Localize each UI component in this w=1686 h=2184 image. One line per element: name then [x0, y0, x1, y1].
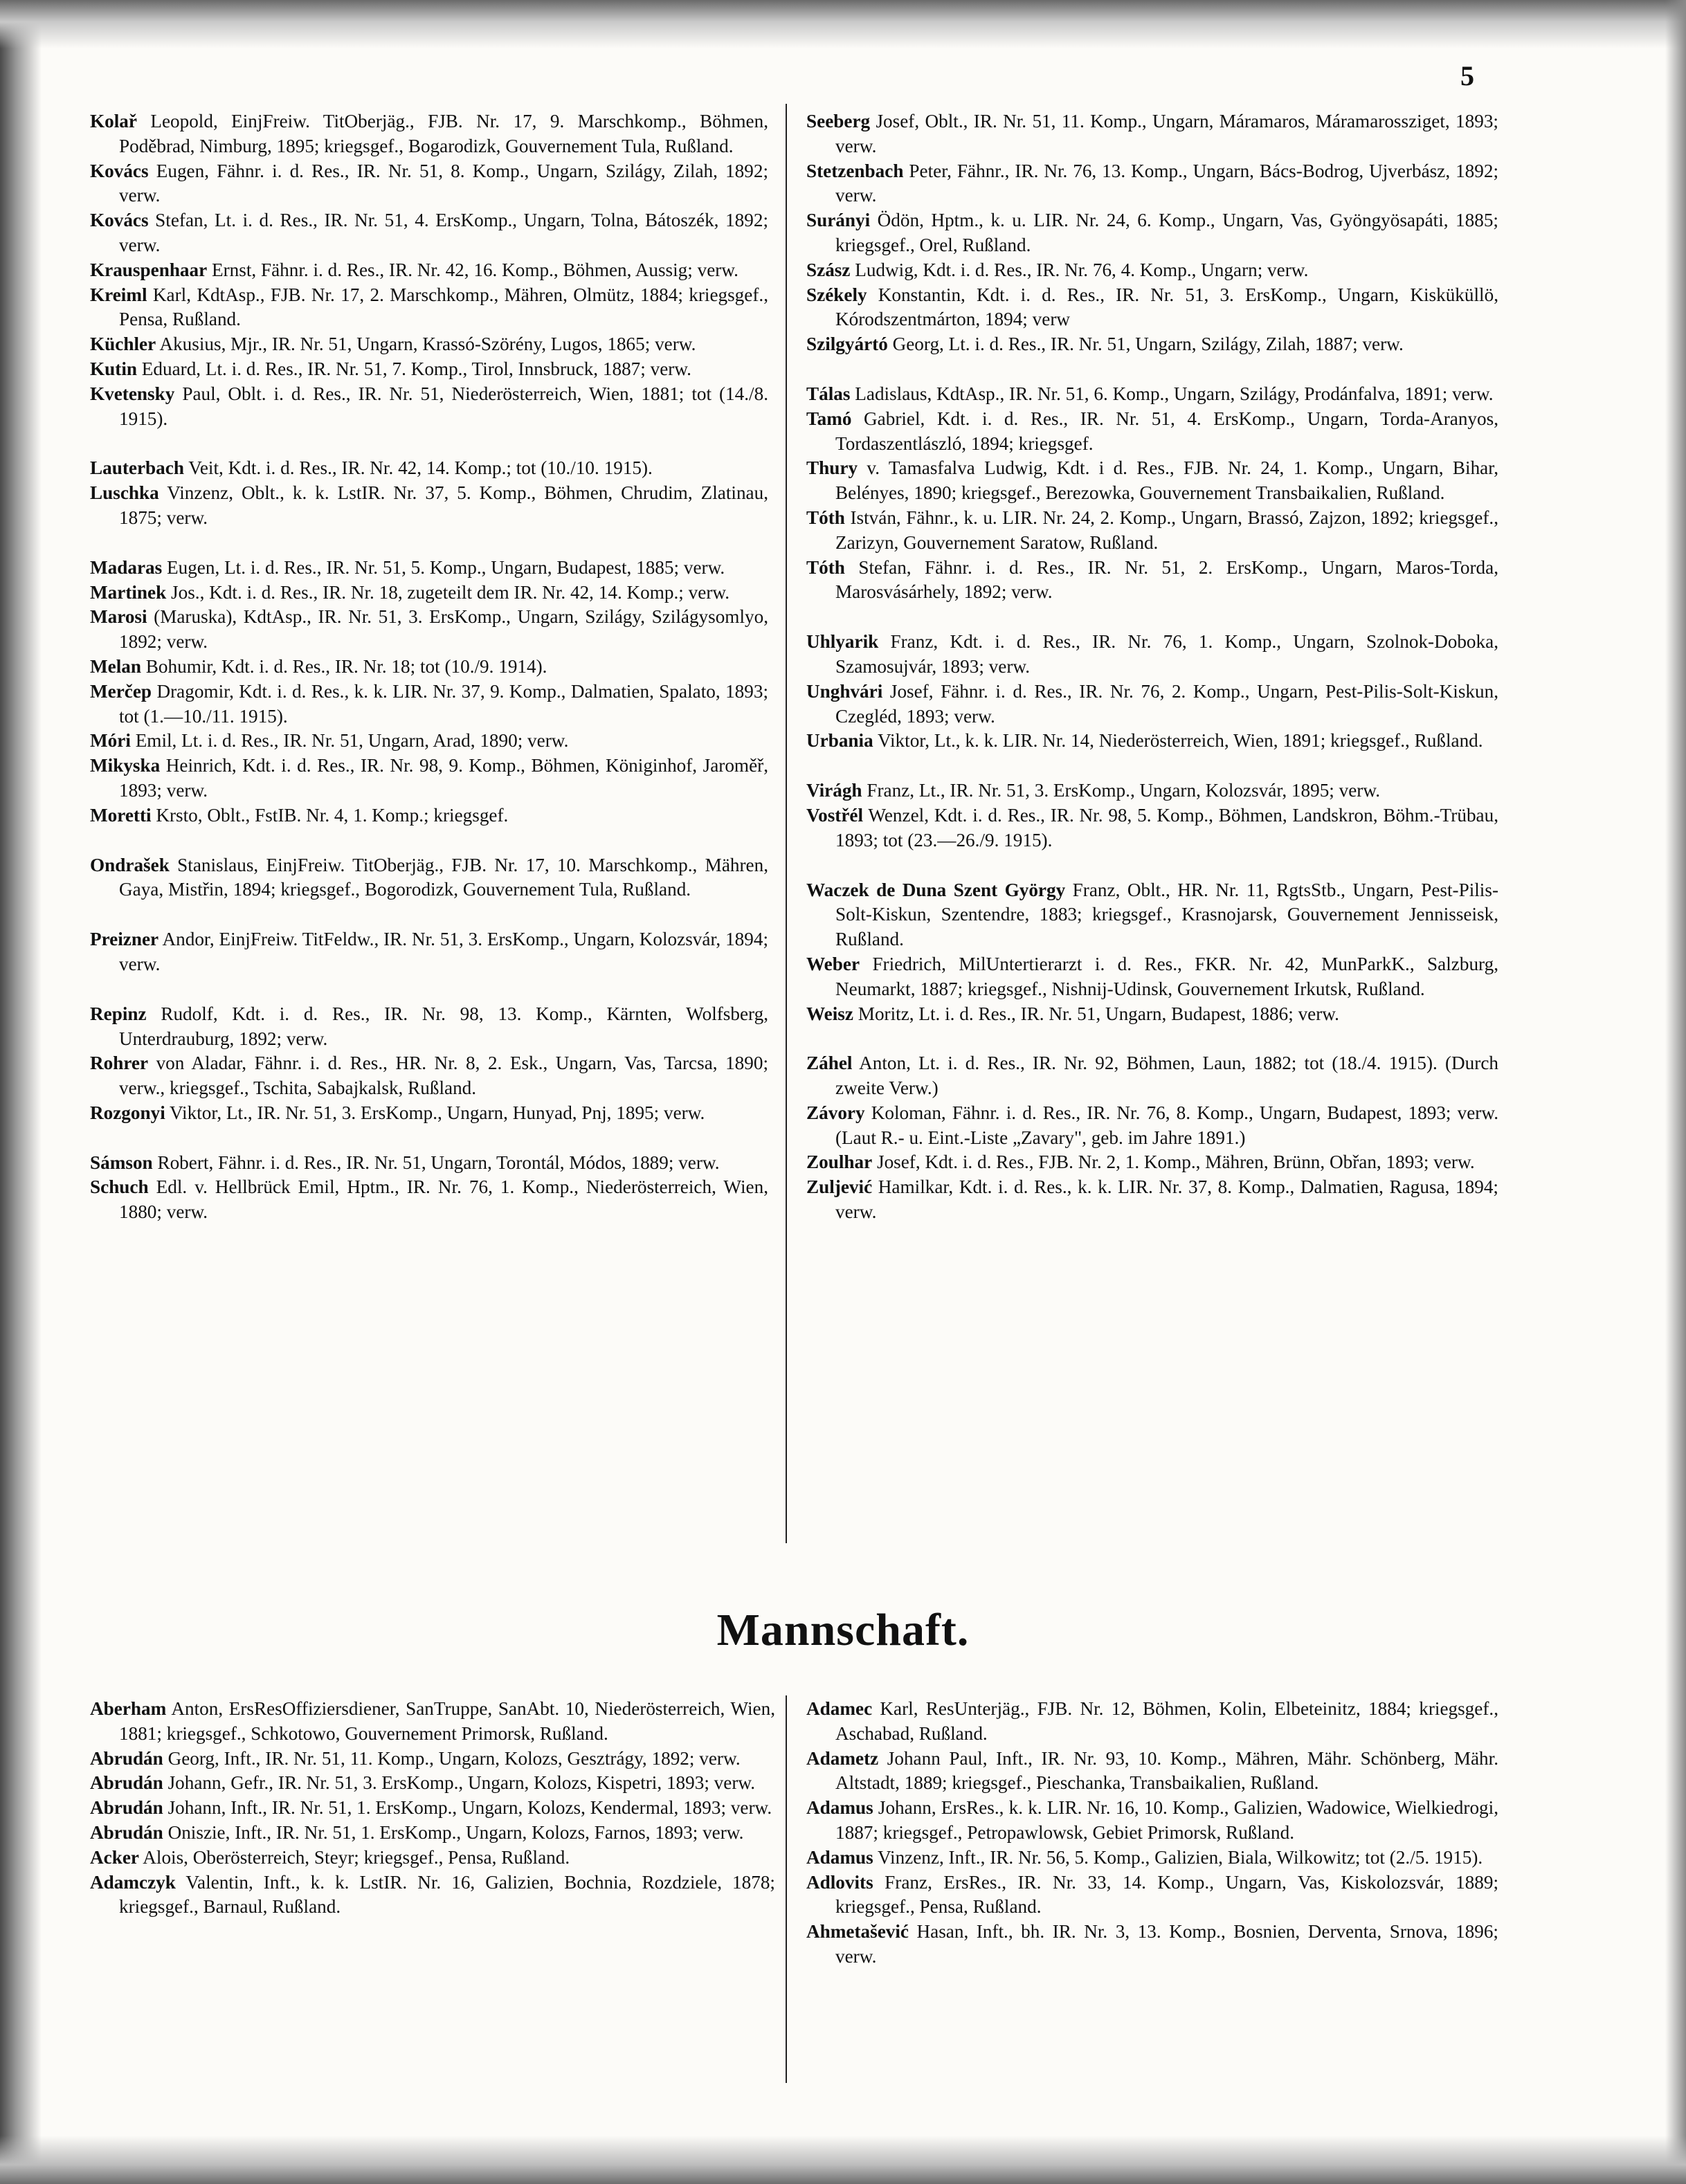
entry-surname: Mikyska [90, 755, 161, 776]
entry-surname: Tálas [806, 383, 851, 404]
entry-surname: Adamus [806, 1846, 873, 1868]
section-title: Mannschaft. [716, 1605, 970, 1655]
list-entry [90, 283, 768, 333]
entry-details: Emil, Lt. i. d. Res., IR. Nr. 51, Ungarn, Arad, 1890; verw. [130, 730, 569, 752]
entry-surname: Tóth [806, 507, 845, 528]
entry-surname: Küchler [90, 334, 156, 355]
list-entry [806, 258, 1498, 283]
entry-details: Stefan, Lt. i. d. Res., IR. Nr. 51, 4. ErsKomp., Ungarn, Tolna, Bátoszék, 1892; verw. [119, 210, 768, 255]
list-entry [806, 1051, 1498, 1101]
entry-details: Alois, Oberösterreich, Steyr; kriegsgef., Pensa, Rußland. [138, 1846, 570, 1868]
entry-surname: Tóth [806, 556, 845, 578]
list-entry [90, 605, 768, 655]
list-entry [806, 1175, 1498, 1225]
entry-surname: Adametz [806, 1747, 879, 1769]
list-entry [806, 1747, 1498, 1796]
column-divider [786, 1695, 787, 2083]
entry-surname: Abrudán [90, 1797, 163, 1819]
entry-surname: Marosi [90, 606, 147, 628]
entry-surname: Adamec [806, 1698, 873, 1719]
entry-surname: Luschka [90, 482, 159, 504]
entry-surname: Kovács [90, 160, 149, 181]
entry-surname: Abrudán [90, 1821, 163, 1843]
list-entry [806, 283, 1498, 333]
entry-details: v. Tamasfalva Ludwig, Kdt. i d. Res., FJB. Nr. 24, 1. Komp., Ungarn, Bihar, Belényes, 1890; kriegsgef., Berezowka, Gouvernement Transbaikalien, Rußland. [835, 457, 1498, 504]
list-entry [90, 754, 768, 803]
entry-details: Hamilkar, Kdt. i. d. Res., k. k. LIR. Nr. 37, 8. Komp., Dalmatien, Ragusa, 1894; verw. [835, 1176, 1498, 1223]
entry-details: Ludwig, Kdt. i. d. Res., IR. Nr. 76, 4. Komp., Ungarn; verw. [850, 259, 1309, 280]
entry-details: Eugen, Lt. i. d. Res., IR. Nr. 51, 5. Komp., Ungarn, Budapest, 1885; verw. [162, 556, 725, 578]
list-entry [90, 803, 768, 828]
list-entry [806, 1002, 1498, 1027]
entry-details: Eduard, Lt. i. d. Res., IR. Nr. 51, 7. Komp., Tirol, Innsbruck, 1887; verw. [137, 358, 691, 379]
entry-surname: Weisz [806, 1003, 853, 1024]
entry-surname: Merčep [90, 680, 152, 702]
entry-surname: Preizner [90, 929, 159, 950]
entry-details: Rudolf, Kdt. i. d. Res., IR. Nr. 98, 13. Komp., Kärnten, Wolfsberg, Unterdrauburg, 1892; verw. [119, 1003, 768, 1049]
entry-surname: Martinek [90, 581, 167, 603]
entry-details: von Aladar, Fähnr. i. d. Res., HR. Nr. 8, 2. Esk., Ungarn, Vas, Tarcsa, 1890; verw., kriegsgef., Tschita, Sabajkalsk, Rußland. [119, 1053, 768, 1099]
list-entry [806, 1150, 1498, 1175]
entry-surname: Tamó [806, 408, 852, 429]
list-entry [90, 481, 768, 531]
entry-details: Paul, Oblt. i. d. Res., IR. Nr. 51, Niederösterreich, Wien, 1881; tot (14./8. 1915). [119, 383, 768, 429]
list-entry [806, 680, 1498, 729]
list-entry [806, 382, 1498, 407]
entry-details: Franz, Oblt., HR. Nr. 11, RgtsStb., Ungarn, Pest-Pilis-Solt-Kiskun, Szentendre, 1883; kriegsgef., Krasnojarsk, Gouvernement Jennisseisk, Rußland. [835, 879, 1498, 950]
entry-surname: Madaras [90, 556, 163, 578]
entry-details: Andor, EinjFreiw. TitFeldw., IR. Nr. 51, 3. ErsKomp., Ungarn, Kolozsvár, 1894; verw. [119, 929, 768, 974]
entry-details: Wenzel, Kdt. i. d. Res., IR. Nr. 98, 5. Komp., Böhmen, Landskron, Böhm.-Trübau, 1893; tot (23.—26./9. 1915). [835, 804, 1498, 850]
mannschaft-column-left [90, 1697, 775, 1920]
entry-details: Akusius, Mjr., IR. Nr. 51, Ungarn, Krassó-Szörény, Lugos, 1865; verw. [156, 334, 696, 355]
entry-surname: Zuljević [806, 1176, 873, 1198]
entry-surname: Kolař [90, 111, 137, 131]
list-entry [806, 803, 1498, 853]
list-entry [806, 1920, 1498, 1969]
entry-surname: Kreiml [90, 284, 147, 305]
list-entry [90, 655, 768, 680]
list-entry [806, 1796, 1498, 1846]
entry-details: Heinrich, Kdt. i. d. Res., IR. Nr. 98, 9. Komp., Böhmen, Königinhof, Jaroměř, 1893; verw. [119, 755, 768, 801]
entry-details: Robert, Fähnr. i. d. Res., IR. Nr. 51, Ungarn, Torontál, Módos, 1889; verw. [152, 1152, 720, 1173]
entry-surname: Adamus [806, 1797, 873, 1819]
entry-surname: Surányi [806, 210, 871, 231]
list-entry [90, 1151, 768, 1176]
officers-column-left [90, 109, 768, 1225]
entry-surname: Moretti [90, 804, 152, 826]
list-entry [90, 456, 768, 481]
entry-details: Moritz, Lt. i. d. Res., IR. Nr. 51, Ungarn, Budapest, 1886; verw. [853, 1003, 1339, 1024]
entry-surname: Repinz [90, 1003, 147, 1024]
entry-surname: Rohrer [90, 1053, 149, 1074]
entry-surname: Zoulhar [806, 1152, 873, 1173]
entry-surname: Krauspenhaar [90, 259, 208, 280]
list-entry [806, 729, 1498, 754]
list-entry [90, 1846, 775, 1871]
list-entry [806, 1101, 1498, 1151]
list-entry [90, 1871, 775, 1920]
list-entry [90, 927, 768, 977]
entry-details: Hasan, Inft., bh. IR. Nr. 3, 13. Komp., Bosnien, Derventa, Srnova, 1896; verw. [835, 1921, 1498, 1967]
entry-surname: Urbania [806, 730, 873, 752]
list-entry [90, 357, 768, 382]
entry-surname: Móri [90, 730, 131, 752]
entry-details: Franz, Lt., IR. Nr. 51, 3. ErsKomp., Ungarn, Kolozsvár, 1895; verw. [862, 780, 1381, 801]
entry-details: Karl, KdtAsp., FJB. Nr. 17, 2. Marschkomp., Mähren, Olmütz, 1884; kriegsgef., Pensa, Rußland. [119, 284, 768, 330]
entry-surname: Vostřél [806, 804, 864, 826]
entry-surname: Weber [806, 953, 860, 974]
list-entry [90, 208, 768, 258]
list-entry [90, 680, 768, 729]
list-entry [806, 332, 1498, 357]
list-entry [806, 556, 1498, 606]
entry-details: Gabriel, Kdt. i. d. Res., IR. Nr. 51, 4. ErsKomp., Ungarn, Torda-Aranyos, Tordaszentlászló, 1894; kriegsgef. [835, 408, 1498, 454]
scan-edge-left [0, 0, 42, 2184]
entry-details: Valentin, Inft., k. k. LstIR. Nr. 16, Galizien, Bochnia, Rozdziele, 1878; kriegsgef., Barnaul, Rußland. [119, 1871, 775, 1918]
entry-details: Oniszie, Inft., IR. Nr. 51, 1. ErsKomp., Ungarn, Kolozs, Farnos, 1893; verw. [163, 1821, 744, 1843]
list-entry [90, 1697, 775, 1747]
scan-edge-bottom [0, 2136, 1686, 2184]
entry-details: Viktor, Lt., IR. Nr. 51, 3. ErsKomp., Ungarn, Hunyad, Pnj, 1895; verw. [165, 1102, 705, 1123]
entry-surname: Záhel [806, 1053, 853, 1074]
entry-surname: Szász [806, 259, 851, 280]
list-entry [90, 556, 768, 581]
entry-details: Friedrich, MilUntertierarzt i. d. Res., FKR. Nr. 42, MunParkK., Salzburg, Neumarkt, 1887; kriegsgef., Nishnij-Udinsk, Gouvernement Irkutsk, Rußland. [835, 953, 1498, 999]
entry-surname: Unghvári [806, 680, 883, 702]
entry-surname: Kutin [90, 358, 137, 379]
entry-surname: Virágh [806, 780, 862, 801]
list-entry [806, 779, 1498, 803]
entry-details: Georg, Inft., IR. Nr. 51, 11. Komp., Ungarn, Kolozs, Gesztrágy, 1892; verw. [163, 1747, 741, 1769]
entry-details: Konstantin, Kdt. i. d. Res., IR. Nr. 51, 3. ErsKomp., Ungarn, Kisküküllö, Kórodszentmárton, 1894; verw [835, 284, 1498, 330]
entry-details: Vinzenz, Oblt., k. k. LstIR. Nr. 37, 5. Komp., Böhmen, Chrudim, Zlatinau, 1875; verw. [119, 482, 768, 528]
entry-surname: Acker [90, 1846, 139, 1868]
entry-surname: Ondrašek [90, 854, 170, 875]
list-entry [806, 878, 1498, 952]
list-entry [90, 258, 768, 283]
list-entry [90, 1771, 775, 1796]
list-entry [806, 506, 1498, 556]
list-entry [806, 630, 1498, 680]
entry-surname: Székely [806, 284, 867, 305]
list-entry [90, 1796, 775, 1821]
entry-details: Josef, Kdt. i. d. Res., FJB. Nr. 2, 1. Komp., Mähren, Brünn, Obřan, 1893; verw. [872, 1152, 1475, 1173]
entry-details: Jos., Kdt. i. d. Res., IR. Nr. 18, zugeteilt dem IR. Nr. 42, 14. Komp.; verw. [166, 581, 730, 603]
column-divider [786, 104, 787, 1543]
list-entry [806, 1846, 1498, 1871]
list-entry [90, 1175, 768, 1225]
list-entry [806, 208, 1498, 258]
entry-surname: Kvetensky [90, 383, 175, 404]
entry-details: Josef, Oblt., IR. Nr. 51, 11. Komp., Ungarn, Máramaros, Máramarossziget, 1893; verw. [835, 111, 1498, 156]
entry-details: (Maruska), KdtAsp., IR. Nr. 51, 3. ErsKomp., Ungarn, Szilágy, Szilágysomlyo, 1892; verw. [119, 606, 768, 653]
entry-surname: Lauterbach [90, 457, 184, 479]
entry-surname: Uhlyarik [806, 631, 879, 653]
list-entry [90, 1002, 768, 1052]
entry-surname: Sámson [90, 1152, 153, 1173]
entry-surname: Kovács [90, 210, 149, 231]
entry-details: Johann Paul, Inft., IR. Nr. 93, 10. Komp., Mähren, Mähr. Schönberg, Mähr. Altstadt, 1889; kriegsgef., Pieschanka, Transbaikalien, Rußland. [835, 1747, 1498, 1794]
entry-details: Vinzenz, Inft., IR. Nr. 56, 5. Komp., Galizien, Biala, Wilkowitz; tot (2./5. 1915). [873, 1846, 1483, 1868]
entry-surname: Schuch [90, 1176, 149, 1198]
list-entry [90, 853, 768, 903]
entry-surname: Melan [90, 655, 141, 677]
entry-surname: Szilgyártó [806, 334, 888, 355]
list-entry [90, 729, 768, 754]
list-entry [90, 1821, 775, 1846]
page-number: 5 [1460, 60, 1474, 91]
entry-surname: Adamczyk [90, 1871, 176, 1893]
entry-surname: Abrudán [90, 1772, 163, 1794]
list-entry [90, 332, 768, 357]
scan-edge-right [1665, 0, 1686, 2184]
entry-details: Anton, ErsResOffiziersdiener, SanTruppe, SanAbt. 10, Niederösterreich, Wien, 1881; kriegsgef., Schkotowo, Gouvernement Primorsk, Rußland. [119, 1698, 775, 1744]
entry-details: Johann, Gefr., IR. Nr. 51, 3. ErsKomp., Ungarn, Kolozs, Kispetri, 1893; verw. [163, 1772, 756, 1794]
list-entry [90, 1101, 768, 1126]
entry-surname: Waczek de Duna Szent György [806, 879, 1066, 900]
entry-surname: Aberham [90, 1698, 167, 1719]
entry-details: Edl. v. Hellbrück Emil, Hptm., IR. Nr. 76, 1. Komp., Niederösterreich, Wien, 1880; verw. [119, 1176, 768, 1223]
entry-details: Johann, ErsRes., k. k. LIR. Nr. 16, 10. Komp., Galizien, Wadowice, Wielkiedrogi, 1887; kriegsgef., Petropawlowsk, Gebiet Primorsk, Rußland. [835, 1797, 1498, 1843]
entry-surname: Ahmetašević [806, 1921, 909, 1942]
entry-details: Peter, Fähnr., IR. Nr. 76, 13. Komp., Ungarn, Bács-Bodrog, Ujverbász, 1892; verw. [835, 160, 1498, 206]
entry-surname: Abrudán [90, 1747, 163, 1769]
list-entry [90, 581, 768, 606]
entry-surname: Seeberg [806, 111, 871, 131]
entry-details: Koloman, Fähnr. i. d. Res., IR. Nr. 76, 8. Komp., Ungarn, Budapest, 1893; verw. (Laut R.- u. Eint.-Liste „Zavary", geb. im Jahre 1891.) [835, 1102, 1498, 1148]
entry-details: Krsto, Oblt., FstIB. Nr. 4, 1. Komp.; kriegsgef. [151, 804, 509, 826]
list-entry [806, 1871, 1498, 1920]
entry-details: Josef, Fähnr. i. d. Res., IR. Nr. 76, 2. Komp., Ungarn, Pest-Pilis-Solt-Kiskun, Czegléd, 1893; verw. [835, 680, 1498, 727]
entry-details: Anton, Lt. i. d. Res., IR. Nr. 92, Böhmen, Laun, 1882; tot (18./4. 1915). (Durch zweite Verw.) [835, 1053, 1498, 1099]
list-entry [806, 456, 1498, 506]
entry-details: Viktor, Lt., k. k. LIR. Nr. 14, Niederösterreich, Wien, 1891; kriegsgef., Rußland. [873, 730, 1483, 752]
list-entry [806, 952, 1498, 1002]
list-entry [90, 1747, 775, 1772]
list-entry [90, 382, 768, 432]
entry-surname: Stetzenbach [806, 160, 904, 181]
entry-details: Karl, ResUnterjäg., FJB. Nr. 12, Böhmen, Kolin, Elbeteinitz, 1884; kriegsgef., Aschabad, Rußland. [835, 1698, 1498, 1744]
list-entry [90, 109, 768, 159]
entry-details: Ernst, Fähnr. i. d. Res., IR. Nr. 42, 16. Komp., Böhmen, Aussig; verw. [207, 259, 738, 280]
entry-details: Franz, ErsRes., IR. Nr. 33, 14. Komp., Ungarn, Vas, Kiskolozsvár, 1889; kriegsgef., Pensa, Rußland. [835, 1871, 1498, 1918]
entry-details: Georg, Lt. i. d. Res., IR. Nr. 51, Ungarn, Szilágy, Zilah, 1887; verw. [887, 334, 1404, 355]
entry-details: Johann, Inft., IR. Nr. 51, 1. ErsKomp., Ungarn, Kolozs, Kendermal, 1893; verw. [163, 1797, 772, 1819]
entry-details: Franz, Kdt. i. d. Res., IR. Nr. 76, 1. Komp., Ungarn, Szolnok-Doboka, Szamosujvár, 1893; verw. [835, 631, 1498, 677]
entry-details: Eugen, Fähnr. i. d. Res., IR. Nr. 51, 8. Komp., Ungarn, Szilágy, Zilah, 1892; verw. [119, 160, 768, 206]
entry-surname: Adlovits [806, 1871, 873, 1893]
officers-column-right [806, 109, 1498, 1225]
scan-edge-top [0, 0, 1686, 48]
mannschaft-column-right [806, 1697, 1498, 1969]
list-entry [806, 109, 1498, 159]
entry-surname: Rozgonyi [90, 1102, 165, 1123]
entry-details: Veit, Kdt. i. d. Res., IR. Nr. 42, 14. Komp.; tot (10./10. 1915). [183, 457, 653, 479]
list-entry [806, 1697, 1498, 1747]
list-entry [806, 159, 1498, 209]
entry-surname: Závory [806, 1102, 865, 1123]
list-entry [90, 1051, 768, 1101]
entry-details: Stanislaus, EinjFreiw. TitOberjäg., FJB. Nr. 17, 10. Marschkomp., Mähren, Gaya, Mistřin, 1894; kriegsgef., Bogorodizk, Gouvernement Tula, Rußland. [119, 854, 768, 900]
list-entry [806, 407, 1498, 457]
entry-surname: Thury [806, 457, 858, 479]
list-entry [90, 159, 768, 209]
entry-details: Stefan, Fähnr. i. d. Res., IR. Nr. 51, 2. ErsKomp., Ungarn, Maros-Torda, Marosvásárhely, 1892; verw. [835, 556, 1498, 603]
entry-details: Dragomir, Kdt. i. d. Res., k. k. LIR. Nr. 37, 9. Komp., Dalmatien, Spalato, 1893; tot (1.—10./11. 1915). [119, 680, 768, 727]
entry-details: Ödön, Hptm., k. u. LIR. Nr. 24, 6. Komp., Ungarn, Vas, Gyöngyösapáti, 1885; kriegsgef., Orel, Rußland. [835, 210, 1498, 255]
entry-details: István, Fähnr., k. u. LIR. Nr. 24, 2. Komp., Ungarn, Brassó, Zajzon, 1892; kriegsgef., Zarizyn, Gouvernement Saratow, Rußland. [835, 507, 1498, 553]
entry-details: Leopold, EinjFreiw. TitOberjäg., FJB. Nr. 17, 9. Marschkomp., Böhmen, Poděbrad, Nimburg, 1895; kriegsgef., Bogarodizk, Gouvernement Tula, Rußland. [119, 111, 768, 156]
entry-details: Ladislaus, KdtAsp., IR. Nr. 51, 6. Komp., Ungarn, Szilágy, Prodánfalva, 1891; verw. [850, 383, 1494, 404]
entry-details: Bohumir, Kdt. i. d. Res., IR. Nr. 18; tot (10./9. 1914). [141, 655, 547, 677]
